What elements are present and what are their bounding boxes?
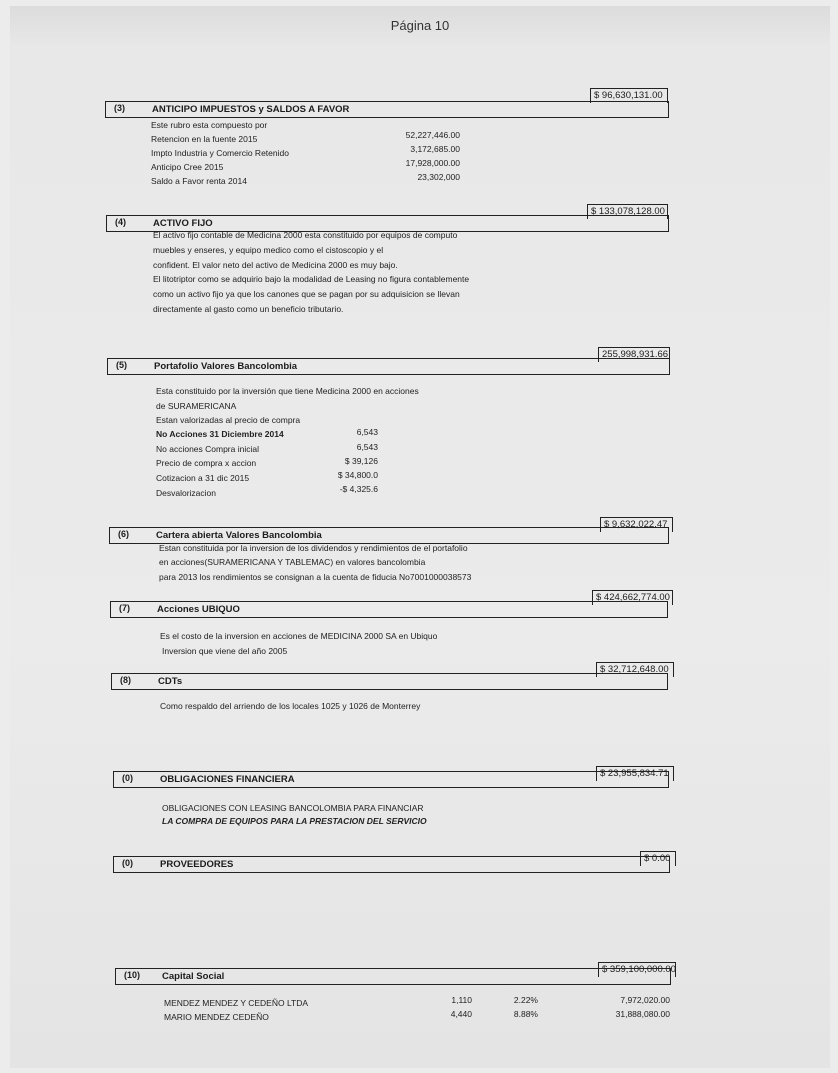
- sec4-line: directamente al gasto como un beneficio tributario.: [153, 304, 344, 314]
- sec11-header-bar: [115, 968, 671, 985]
- sec9-number: (0): [122, 773, 133, 783]
- sec5-row-label: No acciones Compra inicial: [156, 444, 259, 454]
- sec8-header-bar: [111, 673, 668, 690]
- sec6-title: Cartera abierta Valores Bancolombia: [156, 530, 322, 541]
- sec11-amount: $ 359,100,000.00: [598, 962, 676, 977]
- sec11-title: Capital Social: [162, 971, 225, 982]
- sec9-line: OBLIGACIONES CON LEASING BANCOLOMBIA PARA FINANCIAR: [162, 803, 424, 813]
- sec9-amount: $ 23,955,834.71: [596, 766, 674, 781]
- sec3-row-value: 52,227,446.00: [405, 130, 460, 140]
- sec6-line: en acciones(SURAMERICANA Y TABLEMAC) en valores bancolombia: [159, 557, 426, 567]
- sec3-row-value: 23,302,000: [417, 172, 460, 182]
- sec5-amount: 255,998,931.66: [598, 347, 670, 362]
- sec5-line: Estan valorizadas al precio de compra: [156, 415, 301, 425]
- sec3-row-label: Saldo a Favor renta 2014: [151, 176, 247, 186]
- sec5-line: Esta constituido por la inversión que tiene Medicina 2000 en acciones: [156, 386, 419, 396]
- sec5-row-label: Cotizacion a 31 dic 2015: [156, 473, 250, 483]
- sec3-number: (3): [114, 103, 125, 113]
- sec11-pct: 2.22%: [513, 995, 538, 1005]
- sec11-value: 31,888,080.00: [615, 1009, 670, 1019]
- sec3-amount: $ 96,630,131.00: [590, 88, 668, 103]
- sec4-line: confident. El valor neto del activo de Medicina 2000 es muy bajo.: [153, 260, 398, 270]
- sec5-row-value: -$ 4,325.6: [339, 484, 378, 494]
- sec5-row-value: $ 39,126: [344, 456, 378, 466]
- sec8-amount: $ 32,712,648.00: [596, 662, 674, 677]
- sec11-shares: 1,110: [451, 995, 472, 1005]
- sec3-row-value: 3,172,685.00: [410, 144, 460, 154]
- sec11-shareholder-name: MENDEZ MENDEZ Y CEDEÑO LTDA: [164, 998, 309, 1008]
- sec11-value: 7,972,020.00: [620, 995, 670, 1005]
- sec6-line: para 2013 los rendimientos se consignan a la cuenta de fiducia No7001000038573: [159, 572, 472, 582]
- sec6-number: (6): [118, 529, 129, 539]
- sec4-line: como un activo fijo ya que los canones que se pagan por su adquisicion se llevan: [153, 289, 460, 299]
- sec7-line: Es el costo de la inversion en acciones de MEDICINA 2000 SA en Ubiquo: [160, 631, 438, 641]
- sec8-number: (8): [120, 675, 131, 685]
- sec6-header-bar: [109, 527, 669, 544]
- sec10-header-bar: [113, 856, 670, 873]
- sec11-number: (10): [124, 970, 141, 980]
- sec9-line: LA COMPRA DE EQUIPOS PARA LA PRESTACION DEL SERVICIO: [162, 816, 427, 826]
- sec4-line: El litotriptor como se adquirio bajo la modalidad de Leasing no figura contablemente: [153, 274, 470, 284]
- sec5-row-label: Precio de compra x accion: [156, 458, 257, 468]
- sec5-line: de SURAMERICANA: [156, 401, 237, 411]
- sec7-header-bar: [110, 601, 668, 618]
- sec5-row-value: 6,543: [356, 442, 378, 452]
- sec11-pct: 8.88%: [513, 1009, 538, 1019]
- sec4-amount: $ 133,078,128.00: [587, 204, 668, 219]
- sec9-header-bar: [113, 771, 669, 788]
- sec7-title: Acciones UBIQUO: [157, 604, 240, 615]
- page-number: Página 10: [390, 18, 450, 33]
- sec5-row-label: No Acciones 31 Diciembre 2014: [156, 429, 284, 439]
- sec5-row-value: $ 34,800.0: [337, 470, 378, 480]
- sec5-row-value: 6,543: [356, 427, 378, 437]
- sec5-number: (5): [116, 360, 127, 370]
- sec7-number: (7): [119, 603, 130, 613]
- sec3-title: ANTICIPO IMPUESTOS y SALDOS A FAVOR: [152, 104, 350, 115]
- document-page: [10, 6, 830, 1068]
- sec11-shares: 4,440: [450, 1009, 472, 1019]
- sec3-row-label: Impto Industria y Comercio Retenido: [151, 148, 289, 158]
- sec10-number: (0): [122, 858, 133, 868]
- sec3-row-label: Anticipo Cree 2015: [151, 162, 224, 172]
- sec6-amount: $ 9,632,022.47: [600, 517, 673, 532]
- sec10-amount: $ 0.00: [640, 851, 676, 866]
- sec4-number: (4): [115, 217, 126, 227]
- sec11-shareholder-name: MARIO MENDEZ CEDEÑO: [164, 1012, 269, 1022]
- sec3-intro: Este rubro esta compuesto por: [151, 120, 268, 130]
- sec9-title: OBLIGACIONES FINANCIERA: [160, 774, 295, 785]
- sec7-line: Inversion que viene del año 2005: [162, 646, 288, 656]
- sec7-amount: $ 424,662,774.00: [592, 590, 673, 605]
- sec5-title: Portafolio Valores Bancolombia: [154, 361, 298, 372]
- sec4-line: muebles y enseres, y equipo medico como el cistoscopio y el: [153, 245, 384, 255]
- sec8-title: CDTs: [158, 676, 183, 687]
- sec3-row-value: 17,928,000.00: [405, 158, 460, 168]
- sec3-row-label: Retencion en la fuente 2015: [151, 134, 258, 144]
- sec3-header-bar: [105, 101, 669, 118]
- sec10-title: PROVEEDORES: [160, 859, 234, 870]
- sec6-line: Estan constituida por la inversion de los dividendos y rendimientos de el portafolio: [159, 543, 468, 553]
- sec8-line: Como respaldo del arriendo de los locales 1025 y 1026 de Monterrey: [160, 701, 421, 711]
- sec5-row-label: Desvalorizacion: [156, 488, 216, 498]
- sec4-title: ACTIVO FIJO: [153, 218, 213, 229]
- sec4-line: El activo fijo contable de Medicina 2000 esta constituido por equipos de computo: [153, 230, 458, 240]
- sec5-header-bar: [107, 358, 670, 375]
